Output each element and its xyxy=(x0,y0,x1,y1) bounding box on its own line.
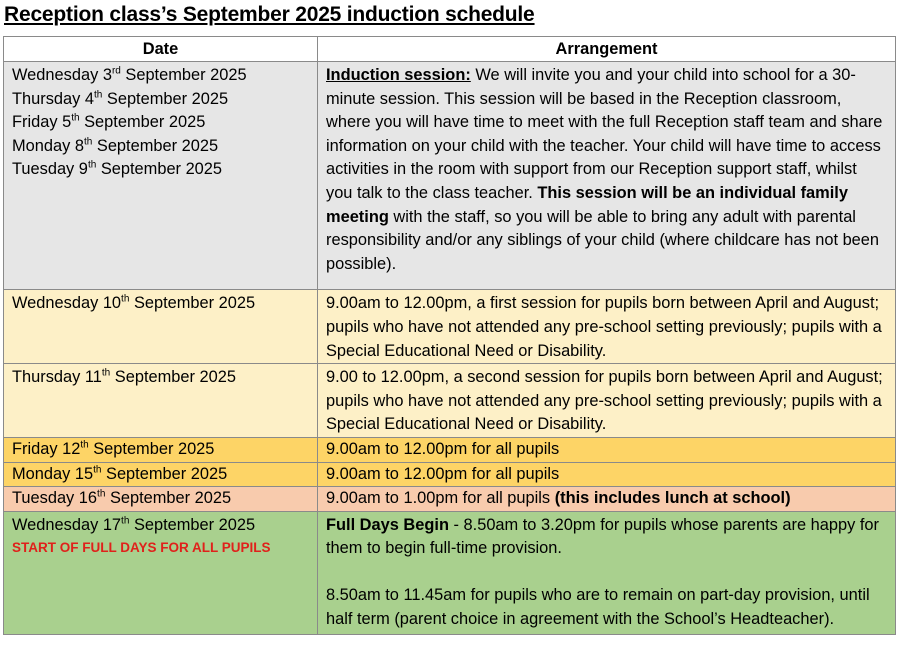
date-line: Monday 8th September 2025 xyxy=(12,136,219,155)
table-row xyxy=(4,511,896,634)
table-header-row xyxy=(4,37,896,62)
arrangement-cell: 9.00am to 12.00pm for all pupils xyxy=(318,462,896,487)
table-row xyxy=(4,462,896,487)
arrangement-cell: Full Days Begin - 8.50am to 3.20pm for pupils whose parents are happy for them to begin full-time provision. 8.50am to 11.45am for pupils who are to remain on part-day provision, until half term (parent choice in agreement with the School’s Headteacher). xyxy=(318,511,896,634)
arrangement-cell: Induction session: We will invite you and your child into school for a 30-minute session. This session will be based in the Reception classroom, where you will have time to meet with the full Reception staff team and share information on your child with the teacher. Your child will have time to access activities in the room with support from our Reception support staff, whilst you talk to the class teacher. This session will be an individual family meeting with the staff, so you will be able to bring any adult with parental responsibility and/or any siblings of your child (where childcare has not been possible). xyxy=(318,62,896,290)
date-cell: Tuesday 16th September 2025 xyxy=(4,487,318,512)
date-column-header: Date xyxy=(4,37,318,62)
arrangement-cell: 9.00am to 12.00pm, a first session for pupils born between April and August; pupils who have not attended any pre-school setting previously; pupils with a Special Educational Need or Disability. xyxy=(318,290,896,364)
date-line: Thursday 4th September 2025 xyxy=(12,89,229,108)
date-cell xyxy=(4,62,318,290)
date-cell: Monday 15th September 2025 xyxy=(4,462,318,487)
page-title: Reception class’s September 2025 induction schedule xyxy=(4,3,535,26)
date-cell: Thursday 11th September 2025 xyxy=(4,364,318,438)
induction-session-heading: Induction session: xyxy=(326,66,471,84)
arrangement-cell: 9.00am to 1.00pm for all pupils (this includes lunch at school) xyxy=(318,487,896,512)
date-cell: Friday 12th September 2025 xyxy=(4,437,318,462)
induction-schedule-table xyxy=(3,36,896,635)
full-days-heading: Full Days Begin xyxy=(326,515,449,534)
table-row xyxy=(4,487,896,512)
table-row xyxy=(4,364,896,438)
date-line: Friday 5th September 2025 xyxy=(12,112,206,132)
table-row xyxy=(4,437,896,462)
date-line: Tuesday 9th September 2025 xyxy=(12,159,223,179)
date-line: Wednesday 3rd September 2025 xyxy=(12,65,247,84)
full-days-start-note: START OF FULL DAYS FOR ALL PUPILS xyxy=(12,540,271,556)
table-row xyxy=(4,62,896,290)
date-cell: Wednesday 10th September 2025 xyxy=(4,290,318,364)
arrangement-cell: 9.00 to 12.00pm, a second session for pupils born between April and August; pupils who have not attended any pre-school setting previously; pupils with a Special Educational Need or Disability. xyxy=(318,364,896,438)
arrangement-column-header: Arrangement xyxy=(318,37,896,62)
arrangement-cell: 9.00am to 12.00pm for all pupils xyxy=(318,437,896,462)
date-cell: Wednesday 17th September 2025 START OF FULL DAYS FOR ALL PUPILS xyxy=(4,511,318,634)
table-row xyxy=(4,290,896,364)
